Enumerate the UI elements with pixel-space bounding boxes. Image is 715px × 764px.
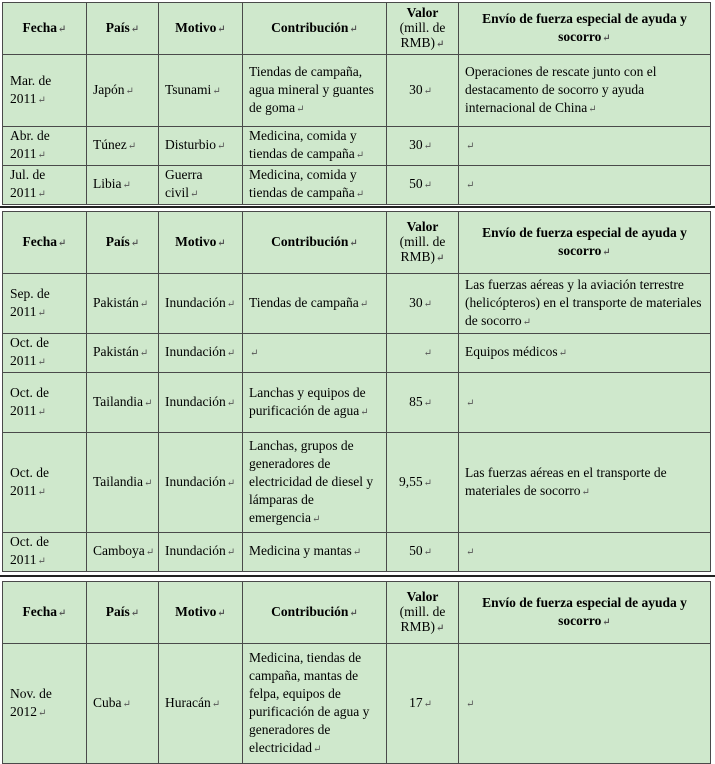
cell-pais: Camboya↵ xyxy=(87,533,159,572)
cell-fecha: Sep. de 2011↵ xyxy=(3,274,87,334)
cell-motivo: Huracán↵ xyxy=(159,644,243,764)
page-separator-2 xyxy=(0,575,715,577)
cell-pais: Japón↵ xyxy=(87,55,159,127)
cell-contribucion: ↵ xyxy=(243,334,387,373)
cell-envio: ↵ xyxy=(459,166,711,205)
aid-table-1 xyxy=(2,2,711,205)
cell-fecha: Oct. de 2011↵ xyxy=(3,433,87,533)
header-contribucion: Contribución↵ xyxy=(243,212,387,274)
table-row xyxy=(3,373,711,433)
cell-envio: ↵ xyxy=(459,533,711,572)
cell-valor: 30↵ xyxy=(387,274,459,334)
cell-pais: Tailandia↵ xyxy=(87,433,159,533)
aid-table-3 xyxy=(2,581,711,764)
header-valor: Valor (mill. de RMB)↵ xyxy=(387,3,459,55)
cell-contribucion: Medicina, comida y tiendas de campaña↵ xyxy=(243,127,387,166)
cell-valor: ↵ xyxy=(387,334,459,373)
cell-envio: ↵ xyxy=(459,127,711,166)
header-envio: Envío de fuerza especial de ayuda y socorro↵ xyxy=(459,582,711,644)
header-contribucion: Contribución↵ xyxy=(243,3,387,55)
header-envio: Envío de fuerza especial de ayuda y socorro↵ xyxy=(459,3,711,55)
table-block-3 xyxy=(2,581,710,764)
table-row xyxy=(3,334,711,373)
cell-fecha: Jul. de 2011↵ xyxy=(3,166,87,205)
cell-motivo: Inundación↵ xyxy=(159,533,243,572)
cell-envio: ↵ xyxy=(459,644,711,764)
table-row xyxy=(3,127,711,166)
cell-fecha: Oct. de 2011↵ xyxy=(3,334,87,373)
cell-fecha: Mar. de 2011↵ xyxy=(3,55,87,127)
cell-contribucion: Medicina y mantas↵ xyxy=(243,533,387,572)
cell-contribucion: Lanchas y equipos de purificación de agua↵ xyxy=(243,373,387,433)
header-fecha: Fecha↵ xyxy=(3,212,87,274)
table-row xyxy=(3,533,711,572)
cell-motivo: Tsunami↵ xyxy=(159,55,243,127)
cell-pais: Pakistán↵ xyxy=(87,334,159,373)
cell-envio: ↵ xyxy=(459,373,711,433)
cell-contribucion: Lanchas, grupos de generadores de electricidad de diesel y lámparas de emergencia↵ xyxy=(243,433,387,533)
header-fecha: Fecha↵ xyxy=(3,582,87,644)
header-motivo: Motivo↵ xyxy=(159,582,243,644)
cell-valor: 50↵ xyxy=(387,533,459,572)
cell-contribucion: Tiendas de campaña↵ xyxy=(243,274,387,334)
cell-valor: 50↵ xyxy=(387,166,459,205)
cell-motivo: Inundación↵ xyxy=(159,274,243,334)
header-valor: Valor (mill. de RMB)↵ xyxy=(387,582,459,644)
cell-motivo: Guerra civil↵ xyxy=(159,166,243,205)
cell-pais: Cuba↵ xyxy=(87,644,159,764)
cell-envio: Equipos médicos↵ xyxy=(459,334,711,373)
cell-valor: 85↵ xyxy=(387,373,459,433)
table-row xyxy=(3,55,711,127)
table-row xyxy=(3,166,711,205)
header-motivo: Motivo↵ xyxy=(159,3,243,55)
cell-pais: Pakistán↵ xyxy=(87,274,159,334)
header-envio: Envío de fuerza especial de ayuda y socorro↵ xyxy=(459,212,711,274)
aid-table-2 xyxy=(2,211,711,572)
cell-valor: 30↵ xyxy=(387,127,459,166)
cell-motivo: Inundación↵ xyxy=(159,433,243,533)
cell-fecha: Oct. de 2011↵ xyxy=(3,533,87,572)
page-separator-1 xyxy=(0,206,715,208)
cell-envio: Las fuerzas aéreas y la aviación terrestre (helicópteros) en el transporte de materiales de socorro↵ xyxy=(459,274,711,334)
table-block-1 xyxy=(2,2,710,205)
cell-valor: 17↵ xyxy=(387,644,459,764)
header-fecha: Fecha↵ xyxy=(3,3,87,55)
header-pais: País↵ xyxy=(87,212,159,274)
header-motivo: Motivo↵ xyxy=(159,212,243,274)
cell-valor: 30↵ xyxy=(387,55,459,127)
cell-motivo: Inundación↵ xyxy=(159,373,243,433)
cell-contribucion: Medicina, tiendas de campaña, mantas de felpa, equipos de purificación de agua y generadores de electricidad↵ xyxy=(243,644,387,764)
header-contribucion: Contribución↵ xyxy=(243,582,387,644)
header-valor: Valor (mill. de RMB)↵ xyxy=(387,212,459,274)
header-pais: País↵ xyxy=(87,3,159,55)
table-row xyxy=(3,644,711,764)
cell-pais: Tailandia↵ xyxy=(87,373,159,433)
cell-valor: 9,55↵ xyxy=(387,433,459,533)
header-pais: País↵ xyxy=(87,582,159,644)
cell-fecha: Abr. de 2011↵ xyxy=(3,127,87,166)
cell-envio: Las fuerzas aéreas en el transporte de materiales de socorro↵ xyxy=(459,433,711,533)
table-row xyxy=(3,433,711,533)
cell-motivo: Inundación↵ xyxy=(159,334,243,373)
table-row xyxy=(3,274,711,334)
cell-envio: Operaciones de rescate junto con el destacamento de socorro y ayuda internacional de China↵ xyxy=(459,55,711,127)
cell-contribucion: Tiendas de campaña, agua mineral y guantes de goma↵ xyxy=(243,55,387,127)
cell-pais: Libia↵ xyxy=(87,166,159,205)
cell-contribucion: Medicina, comida y tiendas de campaña↵ xyxy=(243,166,387,205)
cell-fecha: Nov. de 2012↵ xyxy=(3,644,87,764)
cell-motivo: Disturbio↵ xyxy=(159,127,243,166)
table-block-2 xyxy=(2,211,710,572)
cell-fecha: Oct. de 2011↵ xyxy=(3,373,87,433)
cell-pais: Túnez↵ xyxy=(87,127,159,166)
